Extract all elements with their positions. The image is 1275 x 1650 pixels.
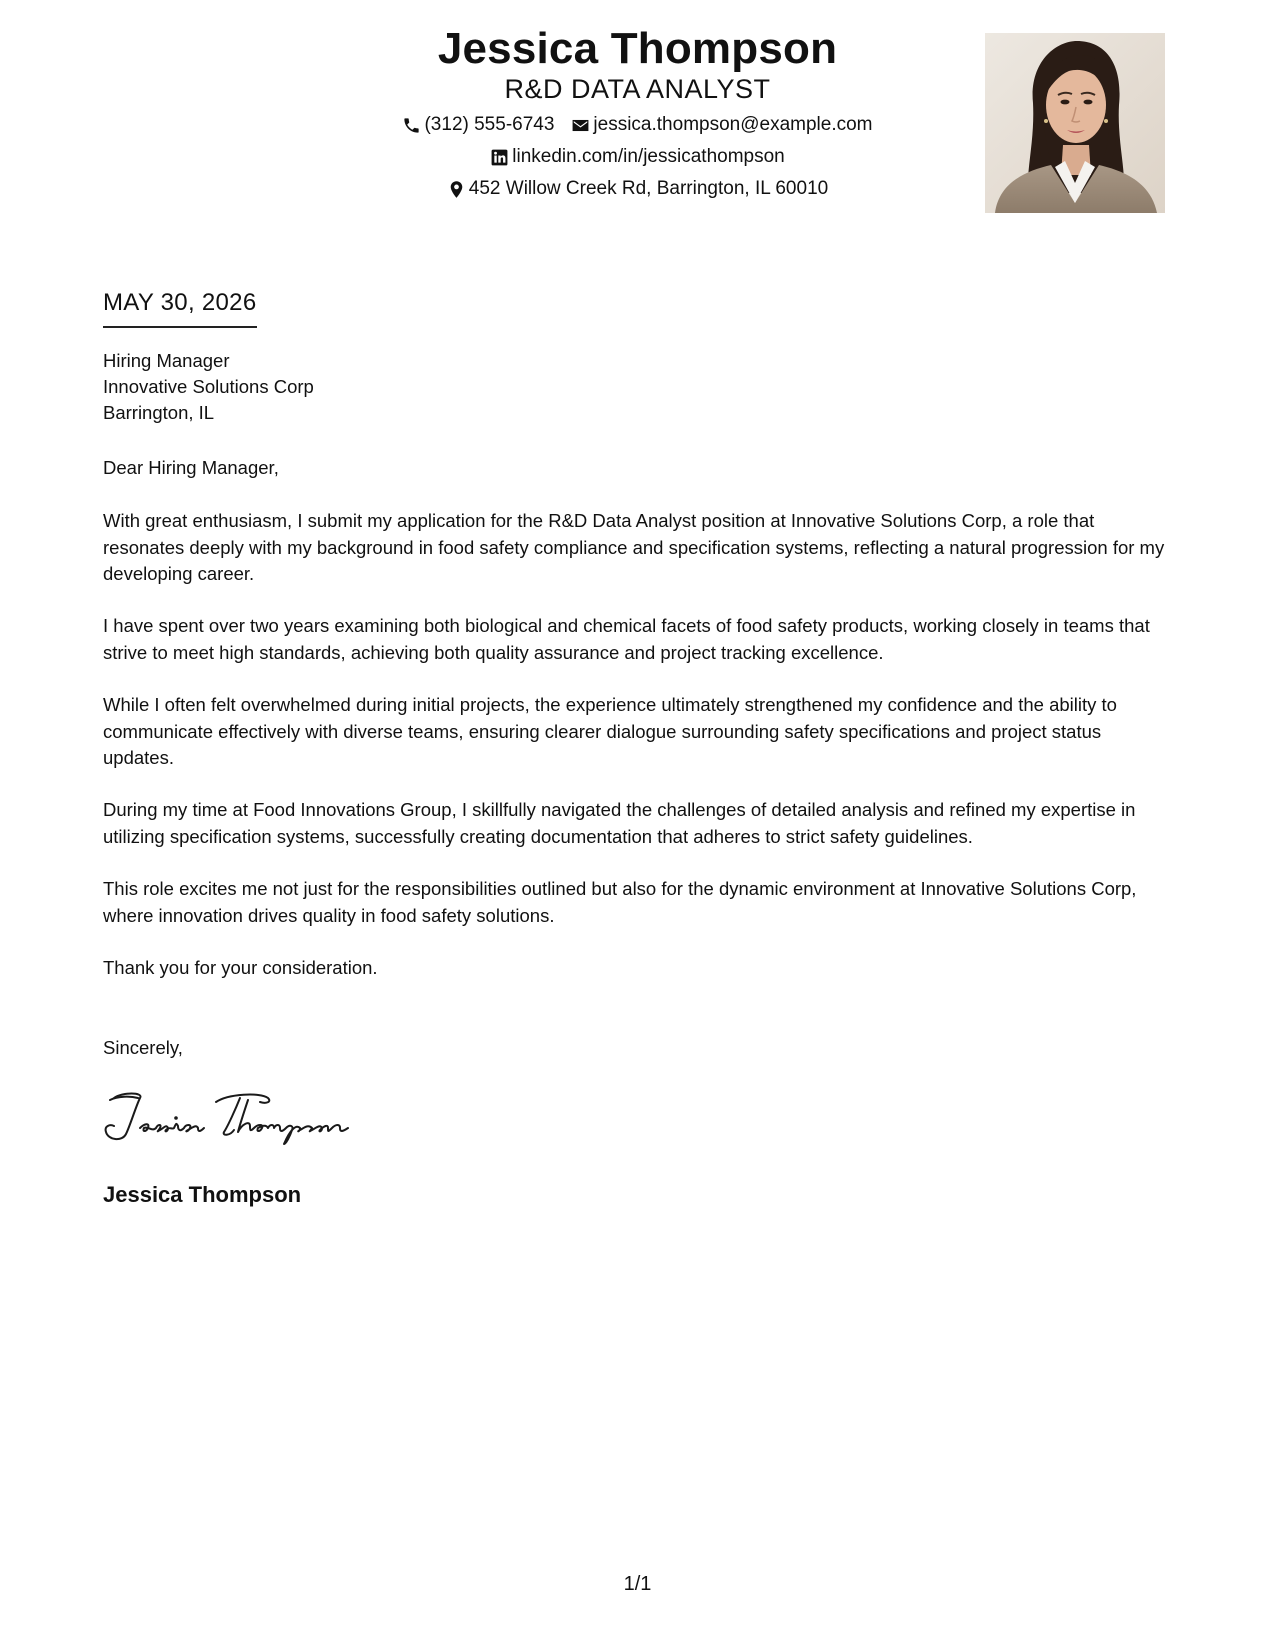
phone-icon	[402, 116, 421, 135]
linkedin-contact	[490, 145, 784, 169]
signer-name: Jessica Thompson	[103, 1182, 302, 1207]
greeting: Dear Hiring Manager,	[103, 457, 279, 478]
body-paragraph: With great enthusiasm, I submit my application for the R&D Data Analyst position at Innovative Solutions Corp, a role that resonates deeply with my background in food safety compliance and specification systems, reflecting a natural progression for my developing career.	[103, 510, 1165, 584]
recipient-company: Innovative Solutions Corp	[103, 376, 314, 397]
phone-contact	[402, 113, 554, 137]
thank-you-line: Thank you for your consideration.	[103, 957, 378, 978]
page-number: 1/1	[623, 1573, 652, 1595]
email-address: jessica.thompson@example.com	[593, 114, 873, 135]
street-address: 452 Willow Creek Rd, Barrington, IL 60010	[468, 178, 829, 199]
letter-date: MAY 30, 2026	[103, 289, 257, 316]
map-pin-icon	[447, 180, 466, 199]
email-contact	[571, 113, 872, 137]
date-underline	[103, 326, 257, 328]
body-paragraph: This role excites me not just for the responsibilities outlined but also for the dynamic environment at Innovative Solutions Corp, where innovation drives quality in food safety solutions.	[103, 878, 1137, 926]
body-paragraph: I have spent over two years examining both biological and chemical facets of food safety products, working closely in teams that strive to meet high standards, achieving both quality assurance and project tracking excellence.	[103, 615, 1150, 663]
envelope-icon	[571, 116, 590, 135]
body-paragraph: During my time at Food Innovations Group, I skillfully navigated the challenges of detailed analysis and refined my expertise in utilizing specification systems, successfully creating documentation that adheres to strict safety guidelines.	[103, 799, 1136, 847]
applicant-name: Jessica Thompson	[437, 24, 838, 73]
body-paragraph: While I often felt overwhelmed during initial projects, the experience ultimately strengthened my confidence and the ability to communicate effectively with diverse teams, ensuring clearer dialogue surrounding safety specifications and project status updates.	[103, 694, 1117, 768]
recipient-location: Barrington, IL	[103, 402, 215, 423]
handwritten-signature	[100, 1086, 400, 1146]
applicant-title: R&D DATA ANALYST	[504, 74, 771, 104]
address-contact	[447, 177, 828, 201]
linkedin-icon	[490, 148, 509, 167]
profile-photo	[985, 33, 1165, 213]
closing-line: Sincerely,	[103, 1037, 183, 1058]
recipient-role: Hiring Manager	[103, 350, 230, 371]
phone-number: (312) 555-6743	[424, 114, 555, 135]
recipient-block	[103, 348, 1175, 426]
linkedin-url: linkedin.com/in/jessicathompson	[512, 146, 785, 167]
